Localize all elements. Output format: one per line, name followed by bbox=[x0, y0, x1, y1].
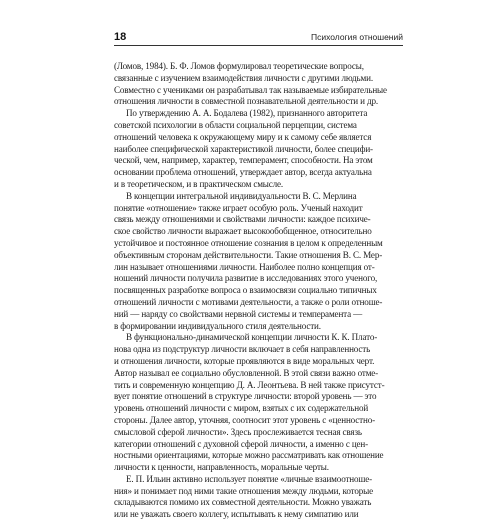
text-line: Автор называл ее социально обусловленной. В этой связи важно отме- bbox=[114, 367, 379, 378]
text-line: наиболее специфической характеристикой личности, более специфи- bbox=[114, 143, 373, 154]
text-line: лин называет отношениями личности. Наиболее полно концепция от- bbox=[114, 261, 375, 272]
text-line: ния» и понимает под ними такие отношения между людьми, которые bbox=[114, 485, 373, 496]
text-line: ское свойство личности выражает высокообобщенное, относительно bbox=[114, 226, 372, 237]
text-line: ний — наряду со свойствами нервной системы и темперамента — bbox=[114, 308, 363, 319]
text-line: в формировании индивидуального стиля деятельности. bbox=[114, 320, 321, 331]
text-line: (Ломов, 1984). Б. Ф. Ломов формулировал теоретические вопросы, bbox=[114, 61, 364, 71]
text-line: стороны. Далее автор, уточняя, соотносит этот уровень с «ценностно- bbox=[114, 414, 375, 425]
page-header bbox=[114, 30, 403, 47]
text-line: и в теоретическом, и в практическом смысле. bbox=[114, 178, 284, 189]
running-title: Психология отношений bbox=[311, 32, 403, 42]
text-line: категории отношений с духовной сферой личности, а именно с цен- bbox=[114, 438, 369, 449]
text-line: и отношения личности, которые проявляются в виде моральных черт. bbox=[114, 355, 375, 366]
text-line: отношений личности с мотивами деятельности, а также о роли отноше- bbox=[114, 296, 383, 307]
text-line: ношений личности получила развитие в исследованиях этого ученого, bbox=[114, 273, 378, 284]
text-line: тить и современную концепцию Д. А. Леонтьева. В ней также присутст- bbox=[114, 379, 385, 390]
text-line: уровень отношений личности с миром, взятых с их содержательной bbox=[114, 403, 369, 414]
text-line: вует понятие отношений в структуре личности: второй уровень — это bbox=[114, 391, 377, 402]
text-line: смысловой сферой личности». Здесь прослеживается тесная связь bbox=[114, 426, 362, 437]
text-line: или не уважать своего коллегу, испытывать к нему симпатию или bbox=[114, 509, 359, 520]
text-line: советской психологии в области социальной перцепции, система bbox=[114, 119, 357, 130]
text-line: отношений человека к окружающему миру и к самому себе является bbox=[114, 131, 372, 142]
text-line: устойчивое и постоянное отношение сознания в целом к определенным bbox=[114, 237, 383, 248]
text-line: связанные с изучением взаимодействия личности с другими людьми. bbox=[114, 72, 373, 83]
text-line: В концепции интегральной индивидуальности В. С. Мерлина bbox=[126, 190, 357, 201]
text-line: ческой, чем, например, характер, темперамент, способности. На этом bbox=[114, 155, 373, 166]
text-line: посвященных разработке вопроса о взаимосвязи социально типичных bbox=[114, 285, 377, 296]
text-line: складываются помимо их совместной деятельности. Можно уважать bbox=[114, 497, 372, 508]
text-line: связь между отношениями и свойствами личности: каждое психиче- bbox=[114, 214, 371, 225]
text-line: основании проблема отношений, утверждает автор, всегда актуальна bbox=[114, 167, 372, 178]
text-line: отношения личности в совместной познавательной деятельности и др. bbox=[114, 96, 378, 107]
text-line: В функционально-динамической концепции личности К. К. Плато- bbox=[126, 332, 378, 343]
text-line: Е. П. Ильин активно использует понятие «личные взаимоотноше- bbox=[126, 473, 373, 484]
text-line: личности к ценности, направленность, моральные черты. bbox=[114, 462, 329, 473]
text-line: объективным сторонам действительности. Такие отношения В. С. Мер- bbox=[114, 249, 383, 260]
text-line: Совместно с учениками он разрабатывал так называемые избирательные bbox=[114, 84, 387, 95]
text-line: нова одна из подструктур личности включает в себя направленность bbox=[114, 344, 371, 355]
text-line: понятие «отношение» также играет особую роль. Ученый находит bbox=[114, 202, 363, 213]
page-number: 18 bbox=[114, 31, 127, 43]
text-line: ностными ориентациями, которые можно рассматривать как отношение bbox=[114, 450, 384, 461]
body-text bbox=[114, 61, 403, 521]
text-line: По утверждению А. А. Бодалева (1982), признанного авторитета bbox=[126, 108, 368, 119]
header-rule bbox=[114, 45, 403, 46]
